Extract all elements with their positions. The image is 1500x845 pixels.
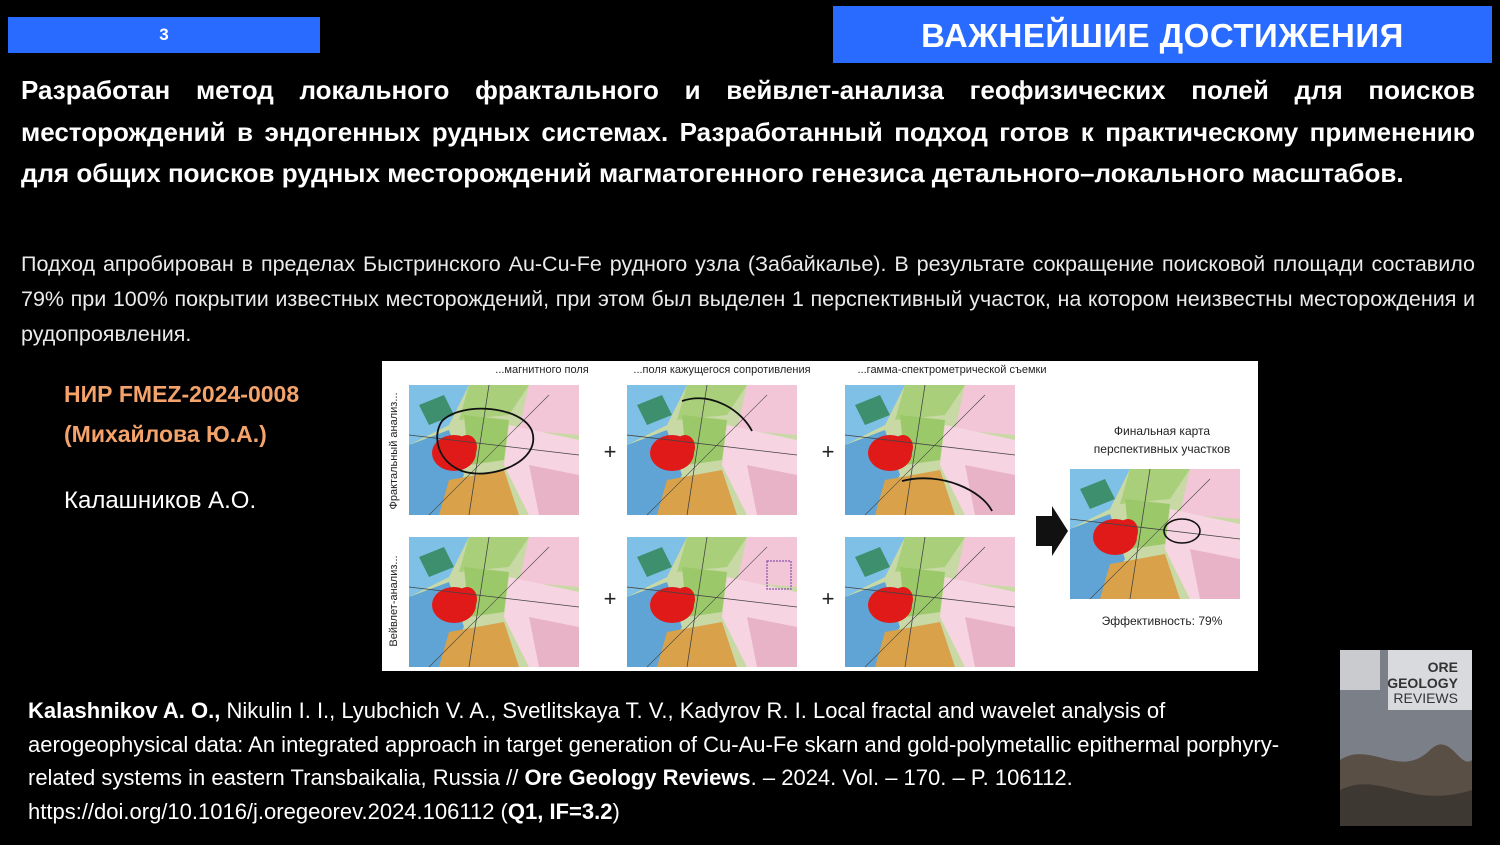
journal-cover-image: [1340, 650, 1472, 826]
body-text: Подход апробирован в пределах Быстринского Au-Cu-Fe рудного узла (Забайкалье). В результате сокращение поисковой площади составило 79% при 100% покрытии известных месторождений, при этом был выделен 1 перспективный участок, на котором неизвестны месторождения и рудопроявления.: [21, 252, 1475, 346]
map-final-targets: [1070, 469, 1240, 599]
row-label-wavelet: Вейвлет-анализ...: [388, 555, 400, 647]
citation: [28, 694, 1328, 828]
plus-sign: +: [821, 439, 835, 464]
section-title: ВАЖНЕЙШИЕ ДОСТИЖЕНИЯ: [833, 6, 1492, 63]
map-magnetic-wavelet: [409, 537, 579, 667]
author: Калашников А.О.: [64, 487, 257, 514]
plus-sign: +: [603, 586, 617, 611]
project-info: [64, 374, 299, 454]
citation-text: Nikulin I. I., Lyubchich V. A., Svetlitskaya T. V., Kadyrov R. I. Local fractal and wavelet analysis of aerogeophysical data: An integrated approach in target generation of Cu-Au-Fe skarn and gold-polymetallic epithermal porphyry-related systems in eastern Transbaikalia, Russia //: [28, 698, 1280, 790]
map-resistivity-wavelet: [627, 537, 797, 667]
map-magnetic-fractal: [409, 385, 579, 515]
citation-close: ): [612, 798, 620, 824]
plus-sign: +: [821, 586, 835, 611]
project-code: НИР FMEZ-2024-0008: [64, 381, 300, 407]
cover-title-line1: ORE: [1427, 659, 1458, 675]
col-header-gamma: ...гамма-спектрометрической съемки: [857, 364, 1047, 376]
cover-title-line3: REVIEWS: [1393, 690, 1458, 706]
cover-title-line2: GEOLOGY: [1387, 675, 1458, 691]
efficiency-label: Эффективность: 79%: [1101, 614, 1223, 628]
plus-sign: +: [603, 439, 617, 464]
map-gamma-wavelet: [845, 537, 1015, 667]
final-map-title-line2: перспективных участков: [1093, 442, 1231, 456]
page-number: 3: [8, 17, 320, 53]
arrow-icon: [1036, 506, 1068, 556]
final-map-title-line1: Финальная карта: [1113, 424, 1211, 438]
project-lead: (Михайлова Ю.А.): [64, 421, 267, 447]
citation-journal: Ore Geology Reviews: [524, 765, 751, 790]
journal-cover: [1340, 650, 1472, 826]
map-gamma-fractal: [845, 385, 1015, 515]
results-figure: [382, 361, 1258, 671]
citation-lead-author: Kalashnikov A. O.,: [28, 698, 221, 723]
figure-svg: [382, 361, 1258, 671]
headline: Разработан метод локального фрактального и вейвлет-анализа геофизических полей для поисков месторождений в эндогенных рудных системах. Разработанный подход готов к практическому применению для общих поисков рудных месторождений магматогенного генезиса детального–локального масштабов.: [21, 75, 1475, 188]
col-header-resistivity: ...поля кажущегося сопротивления: [633, 364, 811, 376]
citation-details: . – 2024. Vol. – 170. – P. 106112. https://doi.org/10.1016/j.oregeorev.2024.106112 (: [28, 765, 1073, 824]
row-label-fractal: Фрактальный анализ...: [388, 392, 400, 510]
citation-metrics: Q1, IF=3.2: [507, 798, 613, 824]
col-header-magnetic: ...магнитного поля: [495, 364, 589, 376]
map-resistivity-fractal: [627, 385, 797, 515]
